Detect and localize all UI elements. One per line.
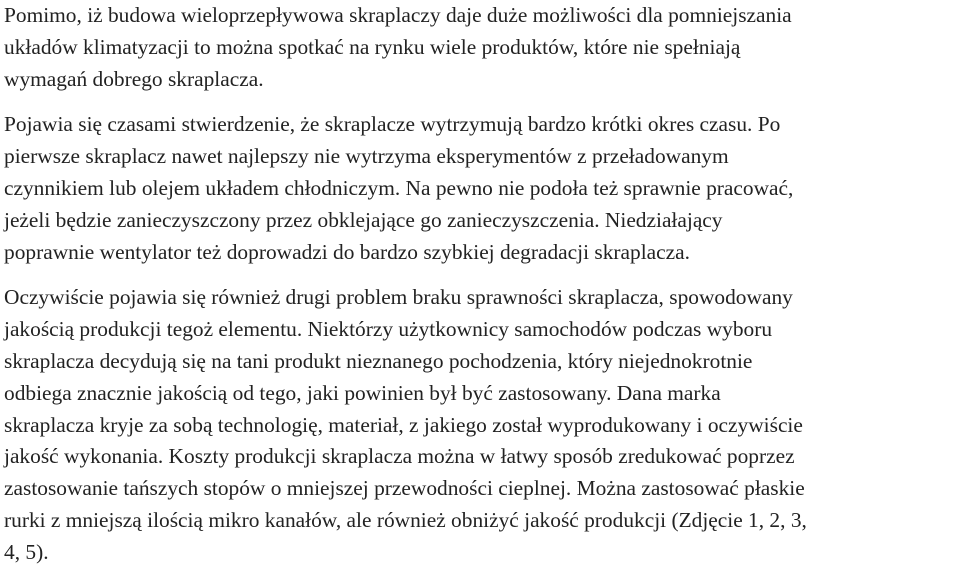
text-line: jakość wykonania. Koszty produkcji skraplacza można w łatwy sposób zredukować poprzez — [4, 444, 795, 469]
text-line: zastosowanie tańszych stopów o mniejszej przewodności cieplnej. Można zastosować płaskie — [4, 476, 805, 501]
text-line: układów klimatyzacji to można spotkać na rynku wiele produktów, które nie spełniają — [4, 34, 741, 59]
text-line: czynnikiem lub olejem układem chłodniczym. Na pewno nie podoła też sprawnie pracować, — [4, 175, 794, 200]
text-line: Pomimo, iż budowa wieloprzepływowa skraplaczy daje duże możliwości dla pomniejszania — [4, 3, 792, 27]
paragraph-2 — [4, 109, 959, 268]
text-line: rurki z mniejszą ilością mikro kanałów, ale również obniżyć jakość produkcji (Zdjęcie 1, 2, 3, — [4, 507, 807, 532]
text-line: Pojawia się czasami stwierdzenie, że skraplacze wytrzymują bardzo krótki okres czasu. Po — [4, 112, 781, 137]
text-line: pierwsze skraplacz nawet najlepszy nie wytrzyma eksperymentów z przeładowanym — [4, 144, 729, 169]
paragraph-3 — [4, 282, 959, 568]
text-line: skraplacza kryje za sobą technologię, materiał, z jakiego został wyprodukowany i oczywiście — [4, 412, 803, 437]
document-body — [4, 0, 959, 569]
text-line: poprawnie wentylator też doprowadzi do bardzo szybkiej degradacji skraplacza. — [4, 239, 690, 264]
paragraph-1 — [4, 0, 959, 95]
text-line: 4, 5). — [4, 539, 49, 564]
text-line: jakością produkcji tegoż elementu. Niektórzy użytkownicy samochodów podczas wyboru — [4, 317, 773, 342]
text-line: jeżeli będzie zanieczyszczony przez obklejające go zanieczyszczenia. Niedziałający — [4, 207, 723, 232]
text-line: odbiega znacznie jakością od tego, jaki powinien był być zastosowany. Dana marka — [4, 380, 721, 405]
text-line: wymagań dobrego skraplacza. — [4, 66, 264, 91]
text-line: Oczywiście pojawia się również drugi problem braku sprawności skraplacza, spowodowany — [4, 285, 793, 310]
text-line: skraplacza decydują się na tani produkt nieznanego pochodzenia, który niejednokrotnie — [4, 348, 753, 373]
